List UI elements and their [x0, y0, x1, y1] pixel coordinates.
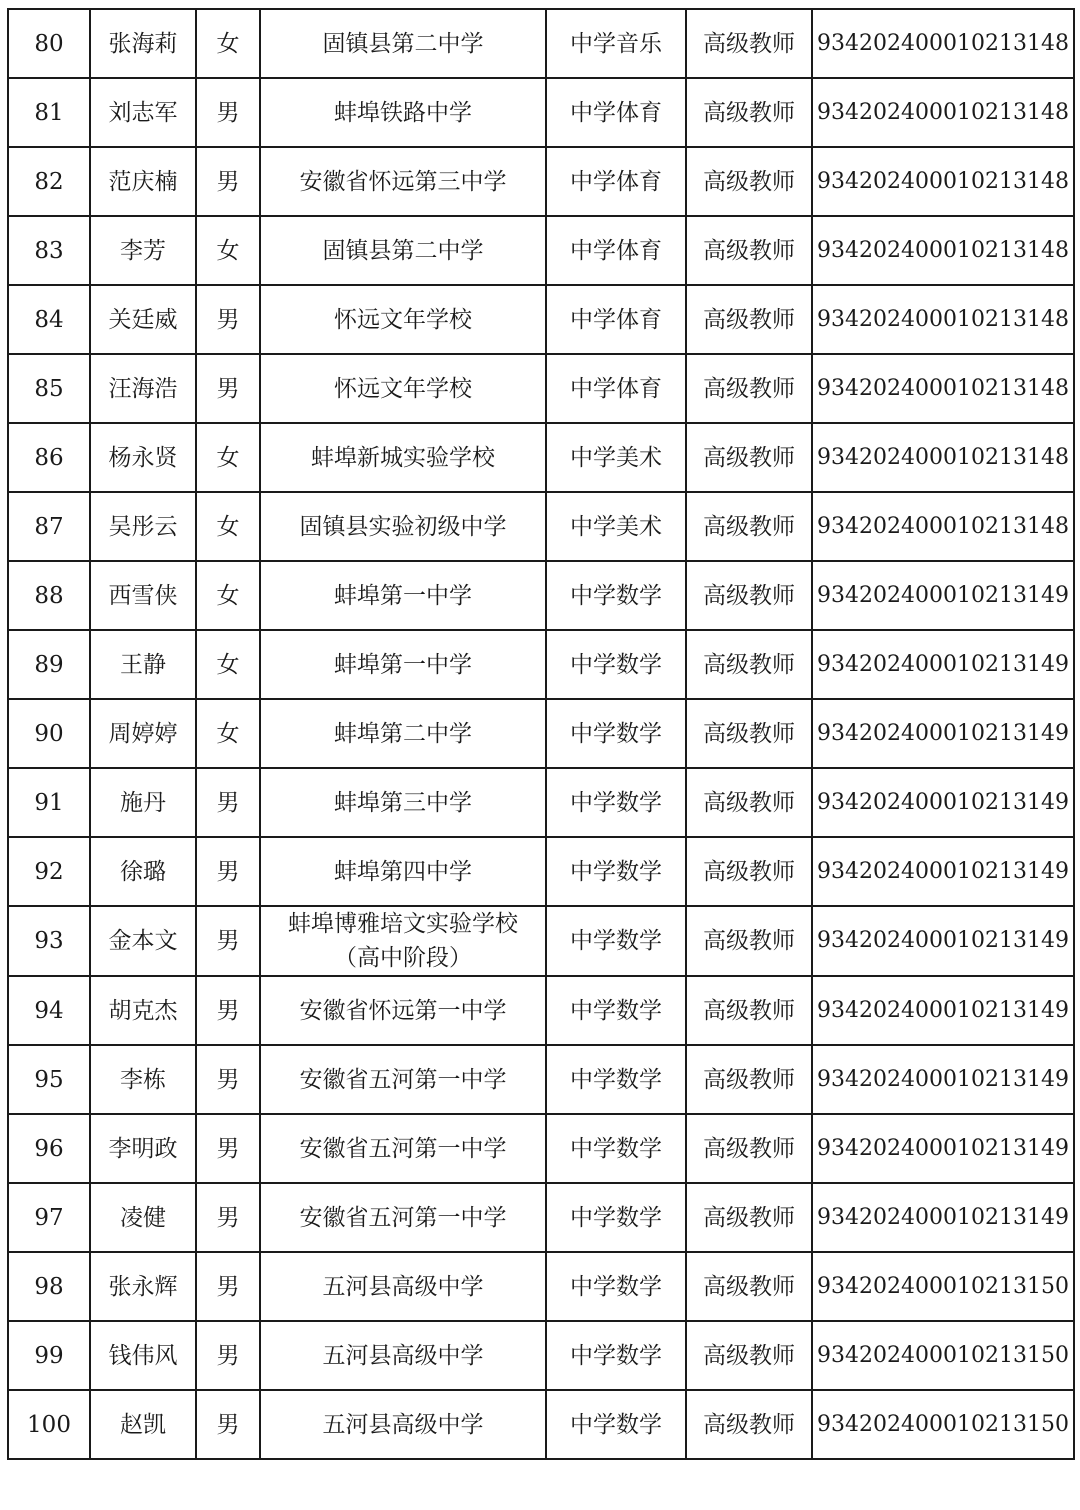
school-cell: 固镇县实验初级中学 — [260, 492, 546, 561]
table-row — [8, 492, 1074, 561]
certificate-number-cell: 934202400010213149 — [812, 837, 1074, 906]
gender-cell: 男 — [196, 976, 260, 1045]
title-cell: 高级教师 — [686, 1321, 812, 1390]
gender-cell: 男 — [196, 1045, 260, 1114]
certificate-number-cell: 934202400010213149 — [812, 1045, 1074, 1114]
school-cell — [260, 906, 546, 976]
title-cell: 高级教师 — [686, 1114, 812, 1183]
table-row — [8, 354, 1074, 423]
school-cell: 怀远文年学校 — [260, 285, 546, 354]
certificate-number-cell: 934202400010213150 — [812, 1390, 1074, 1459]
row-number-cell: 82 — [8, 147, 90, 216]
certificate-number-cell: 934202400010213148 — [812, 492, 1074, 561]
gender-cell: 女 — [196, 423, 260, 492]
teacher-name-cell: 张海莉 — [90, 9, 196, 78]
row-number-cell: 90 — [8, 699, 90, 768]
school-cell: 蚌埠新城实验学校 — [260, 423, 546, 492]
row-number-cell: 93 — [8, 906, 90, 976]
school-cell: 安徽省五河第一中学 — [260, 1183, 546, 1252]
teacher-name-cell: 关廷威 — [90, 285, 196, 354]
subject-cell: 中学数学 — [546, 837, 686, 906]
school-cell: 安徽省五河第一中学 — [260, 1045, 546, 1114]
title-cell: 高级教师 — [686, 492, 812, 561]
school-cell: 五河县高级中学 — [260, 1321, 546, 1390]
school-cell: 固镇县第二中学 — [260, 9, 546, 78]
title-cell: 高级教师 — [686, 1390, 812, 1459]
title-cell: 高级教师 — [686, 699, 812, 768]
row-number-cell: 81 — [8, 78, 90, 147]
table-row — [8, 1321, 1074, 1390]
subject-cell: 中学美术 — [546, 423, 686, 492]
gender-cell: 女 — [196, 561, 260, 630]
subject-cell: 中学美术 — [546, 492, 686, 561]
title-cell: 高级教师 — [686, 354, 812, 423]
row-number-cell: 92 — [8, 837, 90, 906]
school-cell: 蚌埠第一中学 — [260, 630, 546, 699]
row-number-cell: 80 — [8, 9, 90, 78]
gender-cell: 男 — [196, 768, 260, 837]
subject-cell: 中学数学 — [546, 1252, 686, 1321]
gender-cell: 男 — [196, 78, 260, 147]
row-number-cell: 96 — [8, 1114, 90, 1183]
certificate-number-cell: 934202400010213149 — [812, 561, 1074, 630]
teacher-name-cell: 周婷婷 — [90, 699, 196, 768]
gender-cell: 女 — [196, 492, 260, 561]
table-row — [8, 1183, 1074, 1252]
school-note: （高中阶段） — [334, 945, 472, 971]
gender-cell: 男 — [196, 354, 260, 423]
table-row — [8, 699, 1074, 768]
row-number-cell: 85 — [8, 354, 90, 423]
subject-cell: 中学数学 — [546, 1045, 686, 1114]
teacher-name-cell: 凌健 — [90, 1183, 196, 1252]
table-row — [8, 1252, 1074, 1321]
title-cell: 高级教师 — [686, 561, 812, 630]
row-number-cell: 87 — [8, 492, 90, 561]
title-cell: 高级教师 — [686, 423, 812, 492]
table-row — [8, 423, 1074, 492]
certificate-number-cell: 934202400010213150 — [812, 1321, 1074, 1390]
row-number-cell: 99 — [8, 1321, 90, 1390]
teacher-name-cell: 王静 — [90, 630, 196, 699]
table-row — [8, 147, 1074, 216]
subject-cell: 中学音乐 — [546, 9, 686, 78]
title-cell: 高级教师 — [686, 1183, 812, 1252]
teacher-name-cell: 杨永贤 — [90, 423, 196, 492]
table-row — [8, 976, 1074, 1045]
school-cell: 安徽省怀远第一中学 — [260, 976, 546, 1045]
subject-cell: 中学体育 — [546, 216, 686, 285]
certificate-number-cell: 934202400010213149 — [812, 768, 1074, 837]
teacher-name-cell: 徐璐 — [90, 837, 196, 906]
subject-cell: 中学体育 — [546, 354, 686, 423]
teacher-name-cell: 李栋 — [90, 1045, 196, 1114]
row-number-cell: 91 — [8, 768, 90, 837]
teacher-name-cell: 张永辉 — [90, 1252, 196, 1321]
school-cell: 怀远文年学校 — [260, 354, 546, 423]
teacher-name-cell: 赵凯 — [90, 1390, 196, 1459]
subject-cell: 中学数学 — [546, 768, 686, 837]
school-cell: 固镇县第二中学 — [260, 216, 546, 285]
certificate-number-cell: 934202400010213149 — [812, 1114, 1074, 1183]
teacher-name-cell: 李芳 — [90, 216, 196, 285]
certificate-number-cell: 934202400010213148 — [812, 354, 1074, 423]
title-cell: 高级教师 — [686, 147, 812, 216]
subject-cell: 中学数学 — [546, 1321, 686, 1390]
certificate-number-cell: 934202400010213149 — [812, 1183, 1074, 1252]
gender-cell: 女 — [196, 630, 260, 699]
gender-cell: 女 — [196, 9, 260, 78]
school-cell: 蚌埠铁路中学 — [260, 78, 546, 147]
subject-cell: 中学体育 — [546, 285, 686, 354]
title-cell: 高级教师 — [686, 216, 812, 285]
title-cell: 高级教师 — [686, 78, 812, 147]
title-cell: 高级教师 — [686, 1045, 812, 1114]
gender-cell: 男 — [196, 906, 260, 976]
subject-cell: 中学数学 — [546, 906, 686, 976]
subject-cell: 中学体育 — [546, 147, 686, 216]
teacher-name-cell: 施丹 — [90, 768, 196, 837]
row-number-cell: 84 — [8, 285, 90, 354]
school-cell: 安徽省五河第一中学 — [260, 1114, 546, 1183]
table-row — [8, 216, 1074, 285]
gender-cell: 男 — [196, 1114, 260, 1183]
certificate-number-cell: 934202400010213149 — [812, 906, 1074, 976]
subject-cell: 中学数学 — [546, 1183, 686, 1252]
table-row — [8, 906, 1074, 976]
certificate-number-cell: 934202400010213148 — [812, 147, 1074, 216]
title-cell: 高级教师 — [686, 9, 812, 78]
gender-cell: 女 — [196, 216, 260, 285]
gender-cell: 女 — [196, 699, 260, 768]
row-number-cell: 89 — [8, 630, 90, 699]
row-number-cell: 100 — [8, 1390, 90, 1459]
teacher-name-cell: 吴彤云 — [90, 492, 196, 561]
row-number-cell: 83 — [8, 216, 90, 285]
gender-cell: 男 — [196, 1183, 260, 1252]
table-row — [8, 1114, 1074, 1183]
teacher-name-cell: 钱伟风 — [90, 1321, 196, 1390]
certificate-number-cell: 934202400010213148 — [812, 285, 1074, 354]
row-number-cell: 86 — [8, 423, 90, 492]
table-row — [8, 630, 1074, 699]
gender-cell: 男 — [196, 147, 260, 216]
teacher-name-cell: 刘志军 — [90, 78, 196, 147]
school-cell: 五河县高级中学 — [260, 1252, 546, 1321]
teacher-name-cell: 范庆楠 — [90, 147, 196, 216]
table-row — [8, 1390, 1074, 1459]
title-cell: 高级教师 — [686, 837, 812, 906]
gender-cell: 男 — [196, 1390, 260, 1459]
gender-cell: 男 — [196, 1252, 260, 1321]
teacher-roster-table — [7, 8, 1075, 1460]
subject-cell: 中学体育 — [546, 78, 686, 147]
title-cell: 高级教师 — [686, 285, 812, 354]
certificate-number-cell: 934202400010213150 — [812, 1252, 1074, 1321]
roster-body — [8, 9, 1074, 1459]
table-row — [8, 837, 1074, 906]
title-cell: 高级教师 — [686, 768, 812, 837]
row-number-cell: 94 — [8, 976, 90, 1045]
title-cell: 高级教师 — [686, 1252, 812, 1321]
subject-cell: 中学数学 — [546, 976, 686, 1045]
table-row — [8, 561, 1074, 630]
table-row — [8, 1045, 1074, 1114]
school-cell: 蚌埠第三中学 — [260, 768, 546, 837]
gender-cell: 男 — [196, 837, 260, 906]
certificate-number-cell: 934202400010213148 — [812, 423, 1074, 492]
gender-cell: 男 — [196, 1321, 260, 1390]
teacher-name-cell: 胡克杰 — [90, 976, 196, 1045]
teacher-name-cell: 汪海浩 — [90, 354, 196, 423]
certificate-number-cell: 934202400010213148 — [812, 9, 1074, 78]
school-cell: 蚌埠第二中学 — [260, 699, 546, 768]
table-row — [8, 768, 1074, 837]
certificate-number-cell: 934202400010213149 — [812, 630, 1074, 699]
school-cell: 安徽省怀远第三中学 — [260, 147, 546, 216]
school-cell: 蚌埠第四中学 — [260, 837, 546, 906]
certificate-number-cell: 934202400010213148 — [812, 78, 1074, 147]
certificate-number-cell: 934202400010213148 — [812, 216, 1074, 285]
row-number-cell: 98 — [8, 1252, 90, 1321]
row-number-cell: 97 — [8, 1183, 90, 1252]
row-number-cell: 88 — [8, 561, 90, 630]
school-name: 蚌埠博雅培文实验学校 — [288, 911, 518, 937]
subject-cell: 中学数学 — [546, 561, 686, 630]
subject-cell: 中学数学 — [546, 1114, 686, 1183]
title-cell: 高级教师 — [686, 630, 812, 699]
teacher-name-cell: 西雪侠 — [90, 561, 196, 630]
subject-cell: 中学数学 — [546, 1390, 686, 1459]
table-row — [8, 285, 1074, 354]
title-cell: 高级教师 — [686, 906, 812, 976]
subject-cell: 中学数学 — [546, 699, 686, 768]
title-cell: 高级教师 — [686, 976, 812, 1045]
gender-cell: 男 — [196, 285, 260, 354]
school-cell: 蚌埠第一中学 — [260, 561, 546, 630]
certificate-number-cell: 934202400010213149 — [812, 976, 1074, 1045]
certificate-number-cell: 934202400010213149 — [812, 699, 1074, 768]
table-row — [8, 9, 1074, 78]
teacher-name-cell: 金本文 — [90, 906, 196, 976]
teacher-name-cell: 李明政 — [90, 1114, 196, 1183]
table-row — [8, 78, 1074, 147]
row-number-cell: 95 — [8, 1045, 90, 1114]
school-cell: 五河县高级中学 — [260, 1390, 546, 1459]
subject-cell: 中学数学 — [546, 630, 686, 699]
